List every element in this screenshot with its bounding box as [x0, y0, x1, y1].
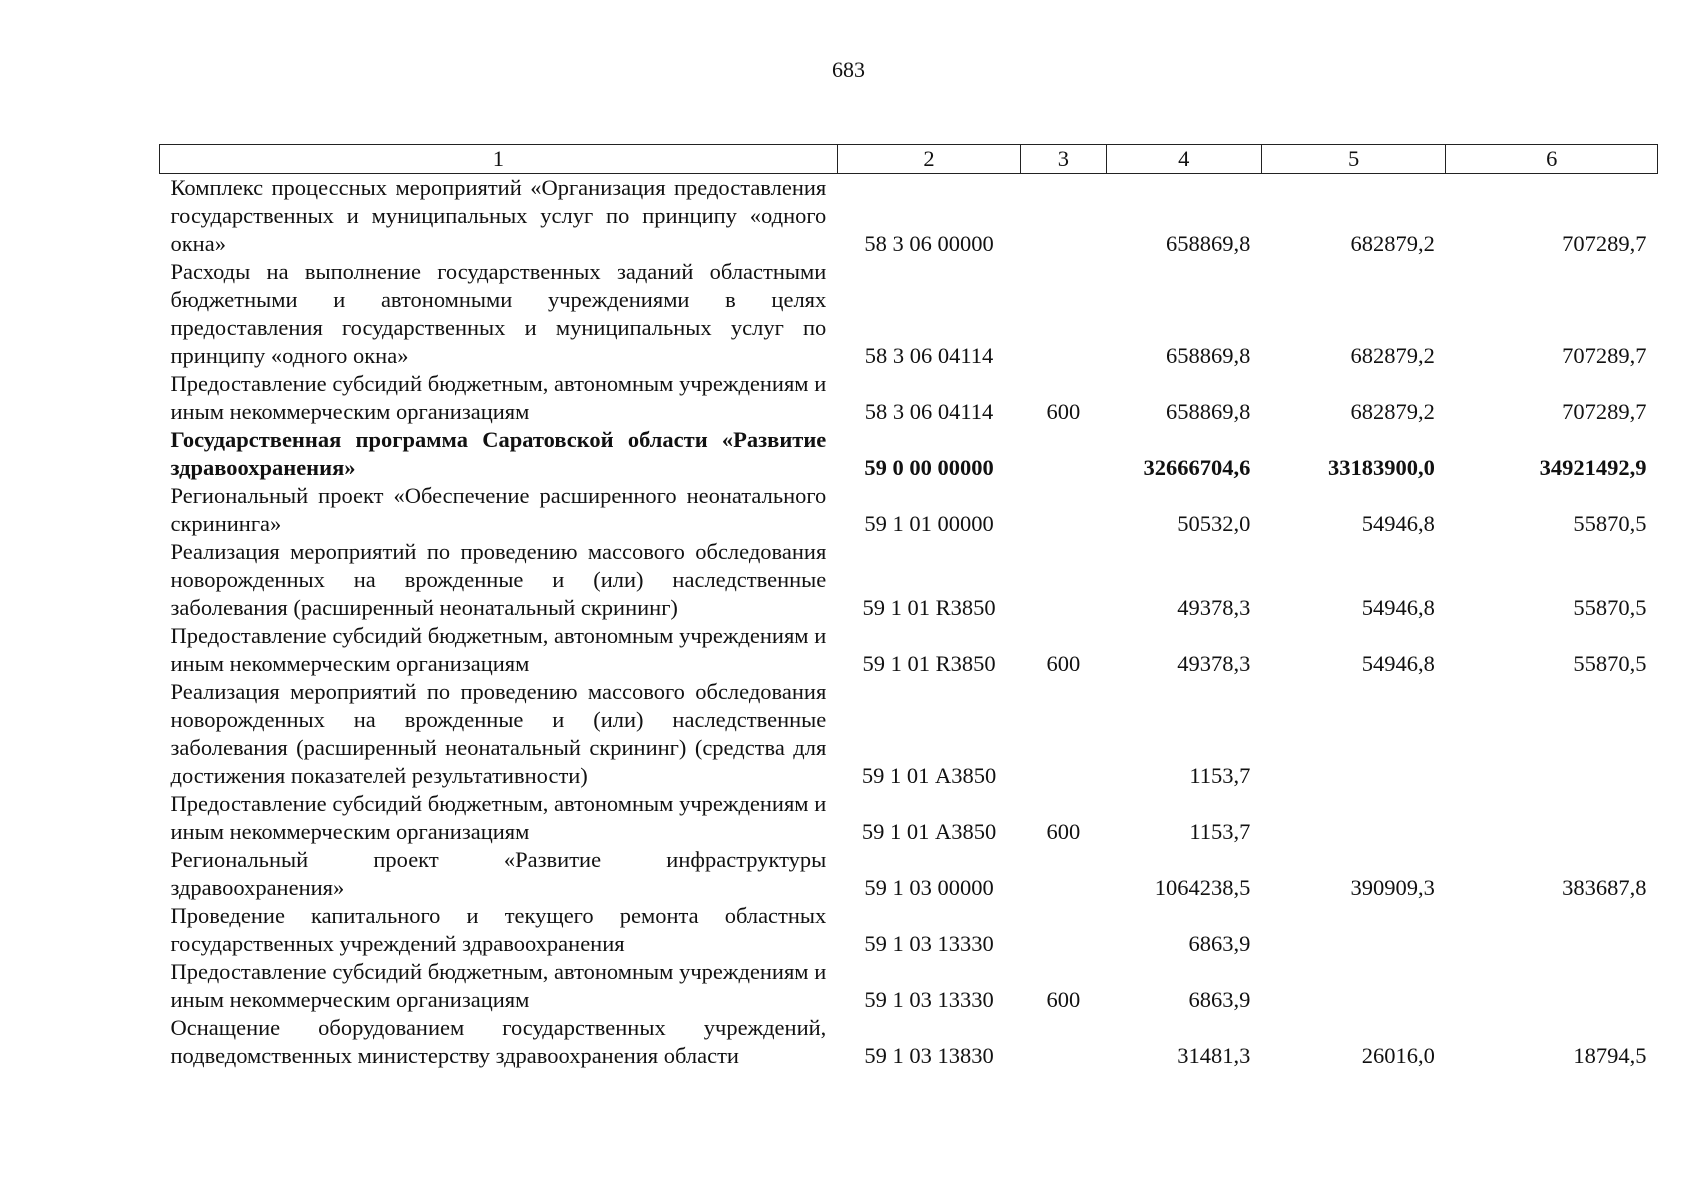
table-header-row [160, 145, 1658, 174]
row-amount-col4: 32666704,6 [1143, 455, 1251, 480]
row-amount-col6: 34921492,9 [1539, 455, 1647, 480]
row-expense-type [1021, 174, 1106, 259]
row-name: Предоставление субсидий бюджетным, автономным учреждениям и иным некоммерческим организациям [170, 791, 827, 844]
row-amount-col4: 658869,8 [1166, 399, 1251, 424]
row-amount-col5: 54946,8 [1361, 651, 1435, 676]
row-amount-col4: 50532,0 [1177, 511, 1251, 536]
row-name: Региональный проект «Обеспечение расширенного неонатального скрининга» [170, 483, 827, 536]
row-amount-col6: 18794,5 [1573, 1043, 1647, 1068]
row-expense-type: 600 [1046, 399, 1081, 424]
table-row [160, 174, 1658, 259]
budget-table [159, 144, 1658, 1070]
table-row [160, 482, 1658, 538]
row-amount-col4: 1153,7 [1189, 819, 1251, 844]
row-amount-col4: 31481,3 [1177, 1043, 1251, 1068]
header-col-3: 3 [1021, 145, 1106, 174]
row-amount-col4: 49378,3 [1177, 595, 1251, 620]
row-name: Предоставление субсидий бюджетным, автономным учреждениям и иным некоммерческим организациям [170, 371, 827, 424]
row-expense-type [1021, 426, 1106, 482]
row-name: Государственная программа Саратовской области «Развитие здравоохранения» [170, 427, 827, 480]
row-amount-col4: 49378,3 [1177, 651, 1251, 676]
row-amount-col4: 658869,8 [1166, 343, 1251, 368]
row-expense-type: 600 [1046, 651, 1081, 676]
table-row [160, 370, 1658, 426]
table-row [160, 538, 1658, 622]
page-number: 683 [832, 57, 865, 82]
row-amount-col5: 26016,0 [1361, 1043, 1435, 1068]
table-row [160, 426, 1658, 482]
row-amount-col4: 1064238,5 [1154, 875, 1251, 900]
table-row [160, 958, 1658, 1014]
table-row [160, 1014, 1658, 1070]
table-row [160, 622, 1658, 678]
row-expense-type [1021, 258, 1106, 370]
row-name: Проведение капитального и текущего ремонта областных государственных учреждений здравоохранения [170, 903, 827, 956]
row-code: 59 1 03 13830 [864, 1043, 994, 1068]
header-col-4: 4 [1106, 145, 1261, 174]
row-name: Реализация мероприятий по проведению массового обследования новорожденных на врожденные и (или) наследственные заболевания (расширенный неонатальный скрининг) (средства для достижения показателей результативности) [170, 679, 827, 788]
row-name: Расходы на выполнение государственных заданий областными бюджетными и автономными учреждениями в целях предоставления государственных и муниципальных услуг по принципу «одного окна» [170, 259, 827, 368]
row-code: 58 3 06 00000 [864, 231, 994, 256]
row-amount-col5: 390909,3 [1350, 875, 1435, 900]
table-row [160, 678, 1658, 790]
row-amount-col6 [1446, 678, 1658, 790]
row-amount-col5: 33183900,0 [1328, 455, 1435, 480]
row-amount-col5: 54946,8 [1361, 595, 1435, 620]
row-amount-col4: 1153,7 [1189, 763, 1251, 788]
header-col-6: 6 [1446, 145, 1658, 174]
row-name: Региональный проект «Развитие инфраструктуры здравоохранения» [170, 847, 827, 900]
row-code: 59 1 01 R3850 [862, 595, 996, 620]
row-code: 59 1 01 А3850 [861, 819, 997, 844]
row-amount-col4: 658869,8 [1166, 231, 1251, 256]
row-expense-type [1021, 846, 1106, 902]
row-code: 58 3 06 04114 [864, 399, 994, 424]
row-amount-col6: 55870,5 [1573, 511, 1647, 536]
row-amount-col6: 707289,7 [1562, 399, 1647, 424]
row-expense-type [1021, 538, 1106, 622]
row-amount-col6: 707289,7 [1562, 231, 1647, 256]
row-amount-col6 [1446, 790, 1658, 846]
row-amount-col6: 55870,5 [1573, 595, 1647, 620]
table-row [160, 790, 1658, 846]
row-amount-col5: 682879,2 [1350, 231, 1435, 256]
table-row [160, 902, 1658, 958]
table-row [160, 258, 1658, 370]
row-name: Предоставление субсидий бюджетным, автономным учреждениям и иным некоммерческим организациям [170, 623, 827, 676]
row-amount-col5 [1261, 902, 1445, 958]
row-expense-type [1021, 1014, 1106, 1070]
row-amount-col6: 55870,5 [1573, 651, 1647, 676]
row-amount-col5 [1261, 678, 1445, 790]
header-col-5: 5 [1261, 145, 1445, 174]
row-code: 59 0 00 00000 [864, 455, 994, 480]
row-expense-type: 600 [1046, 987, 1081, 1012]
row-code: 59 1 01 00000 [864, 511, 994, 536]
row-name: Реализация мероприятий по проведению массового обследования новорожденных на врожденные и (или) наследственные заболевания (расширенный неонатальный скрининг) [170, 539, 827, 620]
row-code: 59 1 03 13330 [864, 987, 994, 1012]
table-row [160, 846, 1658, 902]
row-name: Предоставление субсидий бюджетным, автономным учреждениям и иным некоммерческим организациям [170, 959, 827, 1012]
row-amount-col5: 682879,2 [1350, 399, 1435, 424]
table-body [160, 174, 1658, 1071]
row-amount-col5 [1261, 790, 1445, 846]
row-amount-col5 [1261, 958, 1445, 1014]
row-amount-col6 [1446, 958, 1658, 1014]
row-amount-col4: 6863,9 [1188, 931, 1251, 956]
row-expense-type [1021, 902, 1106, 958]
row-amount-col5: 682879,2 [1350, 343, 1435, 368]
row-amount-col6: 383687,8 [1562, 875, 1647, 900]
row-code: 58 3 06 04114 [864, 343, 994, 368]
row-name: Оснащение оборудованием государственных учреждений, подведомственных министерству здравоохранения области [170, 1015, 827, 1068]
row-code: 59 1 03 00000 [864, 875, 994, 900]
row-expense-type [1021, 678, 1106, 790]
header-col-1: 1 [160, 145, 838, 174]
row-code: 59 1 03 13330 [864, 931, 994, 956]
row-code: 59 1 01 R3850 [862, 651, 996, 676]
row-amount-col4: 6863,9 [1188, 987, 1251, 1012]
row-expense-type [1021, 482, 1106, 538]
row-amount-col6: 707289,7 [1562, 343, 1647, 368]
row-amount-col6 [1446, 902, 1658, 958]
header-col-2: 2 [837, 145, 1020, 174]
row-expense-type: 600 [1046, 819, 1081, 844]
row-name: Комплекс процессных мероприятий «Организация предоставления государственных и муниципальных услуг по принципу «одного окна» [170, 175, 827, 256]
row-code: 59 1 01 А3850 [861, 763, 997, 788]
row-amount-col5: 54946,8 [1361, 511, 1435, 536]
